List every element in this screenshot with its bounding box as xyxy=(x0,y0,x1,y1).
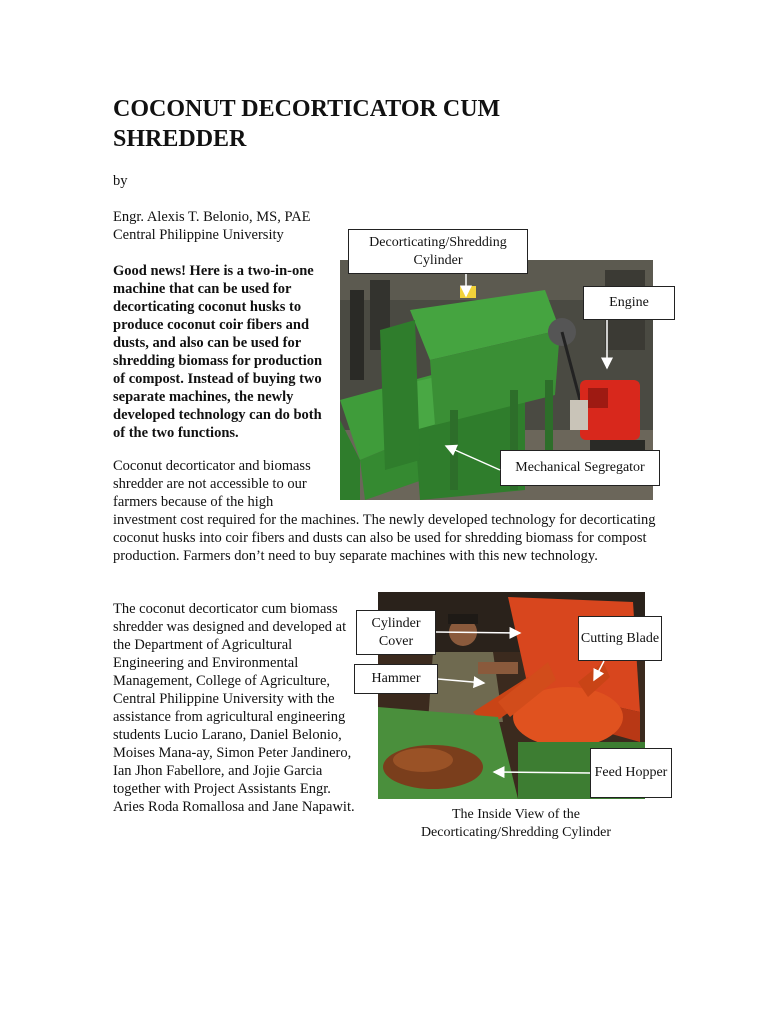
label-segregator: Mechanical Segregator xyxy=(500,450,660,486)
label-cylinder: Decorticating/Shredding Cylinder xyxy=(348,229,528,274)
figure-caption: The Inside View of the Decorticating/Shredding Cylinder xyxy=(420,807,612,840)
author-block xyxy=(113,208,311,244)
label-cutting-blade: Cutting Blade xyxy=(578,616,662,661)
paragraph-3: The coconut decorticator cum biomass shredder was designed and developed at the Department of Agricultural Engineering and Environmental Management, College of Agriculture, Central Philippine University with the assistance from agricultural engineering students Lucio Larano, Daniel Belonio, Moises Mana-ay, Simon Peter Jandinero, Ian Jhon Fabellore, and Jojie Garcia together with Project Assistants Engr. Aries Roda Romallosa and Jane Napawit. xyxy=(113,601,355,815)
page-title: COCONUT DECORTICATOR CUM SHREDDER xyxy=(113,96,501,152)
label-cylinder-cover: Cylinder Cover xyxy=(356,610,436,655)
byline: by xyxy=(113,173,128,189)
label-hammer: Hammer xyxy=(354,664,438,694)
label-engine: Engine xyxy=(583,286,675,320)
author-affiliation: Central Philippine University xyxy=(113,227,284,243)
paragraph-2-end: investment cost required for the machines. The newly developed technology for decorticating coconut husks into coir fibers and dusts can also be used for shredding biomass for compost production. Farmers don’t need to buy separate machines with this new technology. xyxy=(113,512,656,564)
paragraph-2-start: Coconut decorticator and biomass shredder are not accessible to our farmers because of the high xyxy=(113,458,311,510)
author-name: Engr. Alexis T. Belonio, MS, PAE xyxy=(113,209,311,225)
intro-paragraph: Good news! Here is a two-in-one machine that can be used for decorticating coconut husks to produce coconut coir fibers and dusts, and also can be used for shredding biomass for production of compost. Instead of buying two separate machines, the newly developed technology can do both of the two functions. xyxy=(113,263,323,441)
label-feed-hopper: Feed Hopper xyxy=(590,748,672,798)
